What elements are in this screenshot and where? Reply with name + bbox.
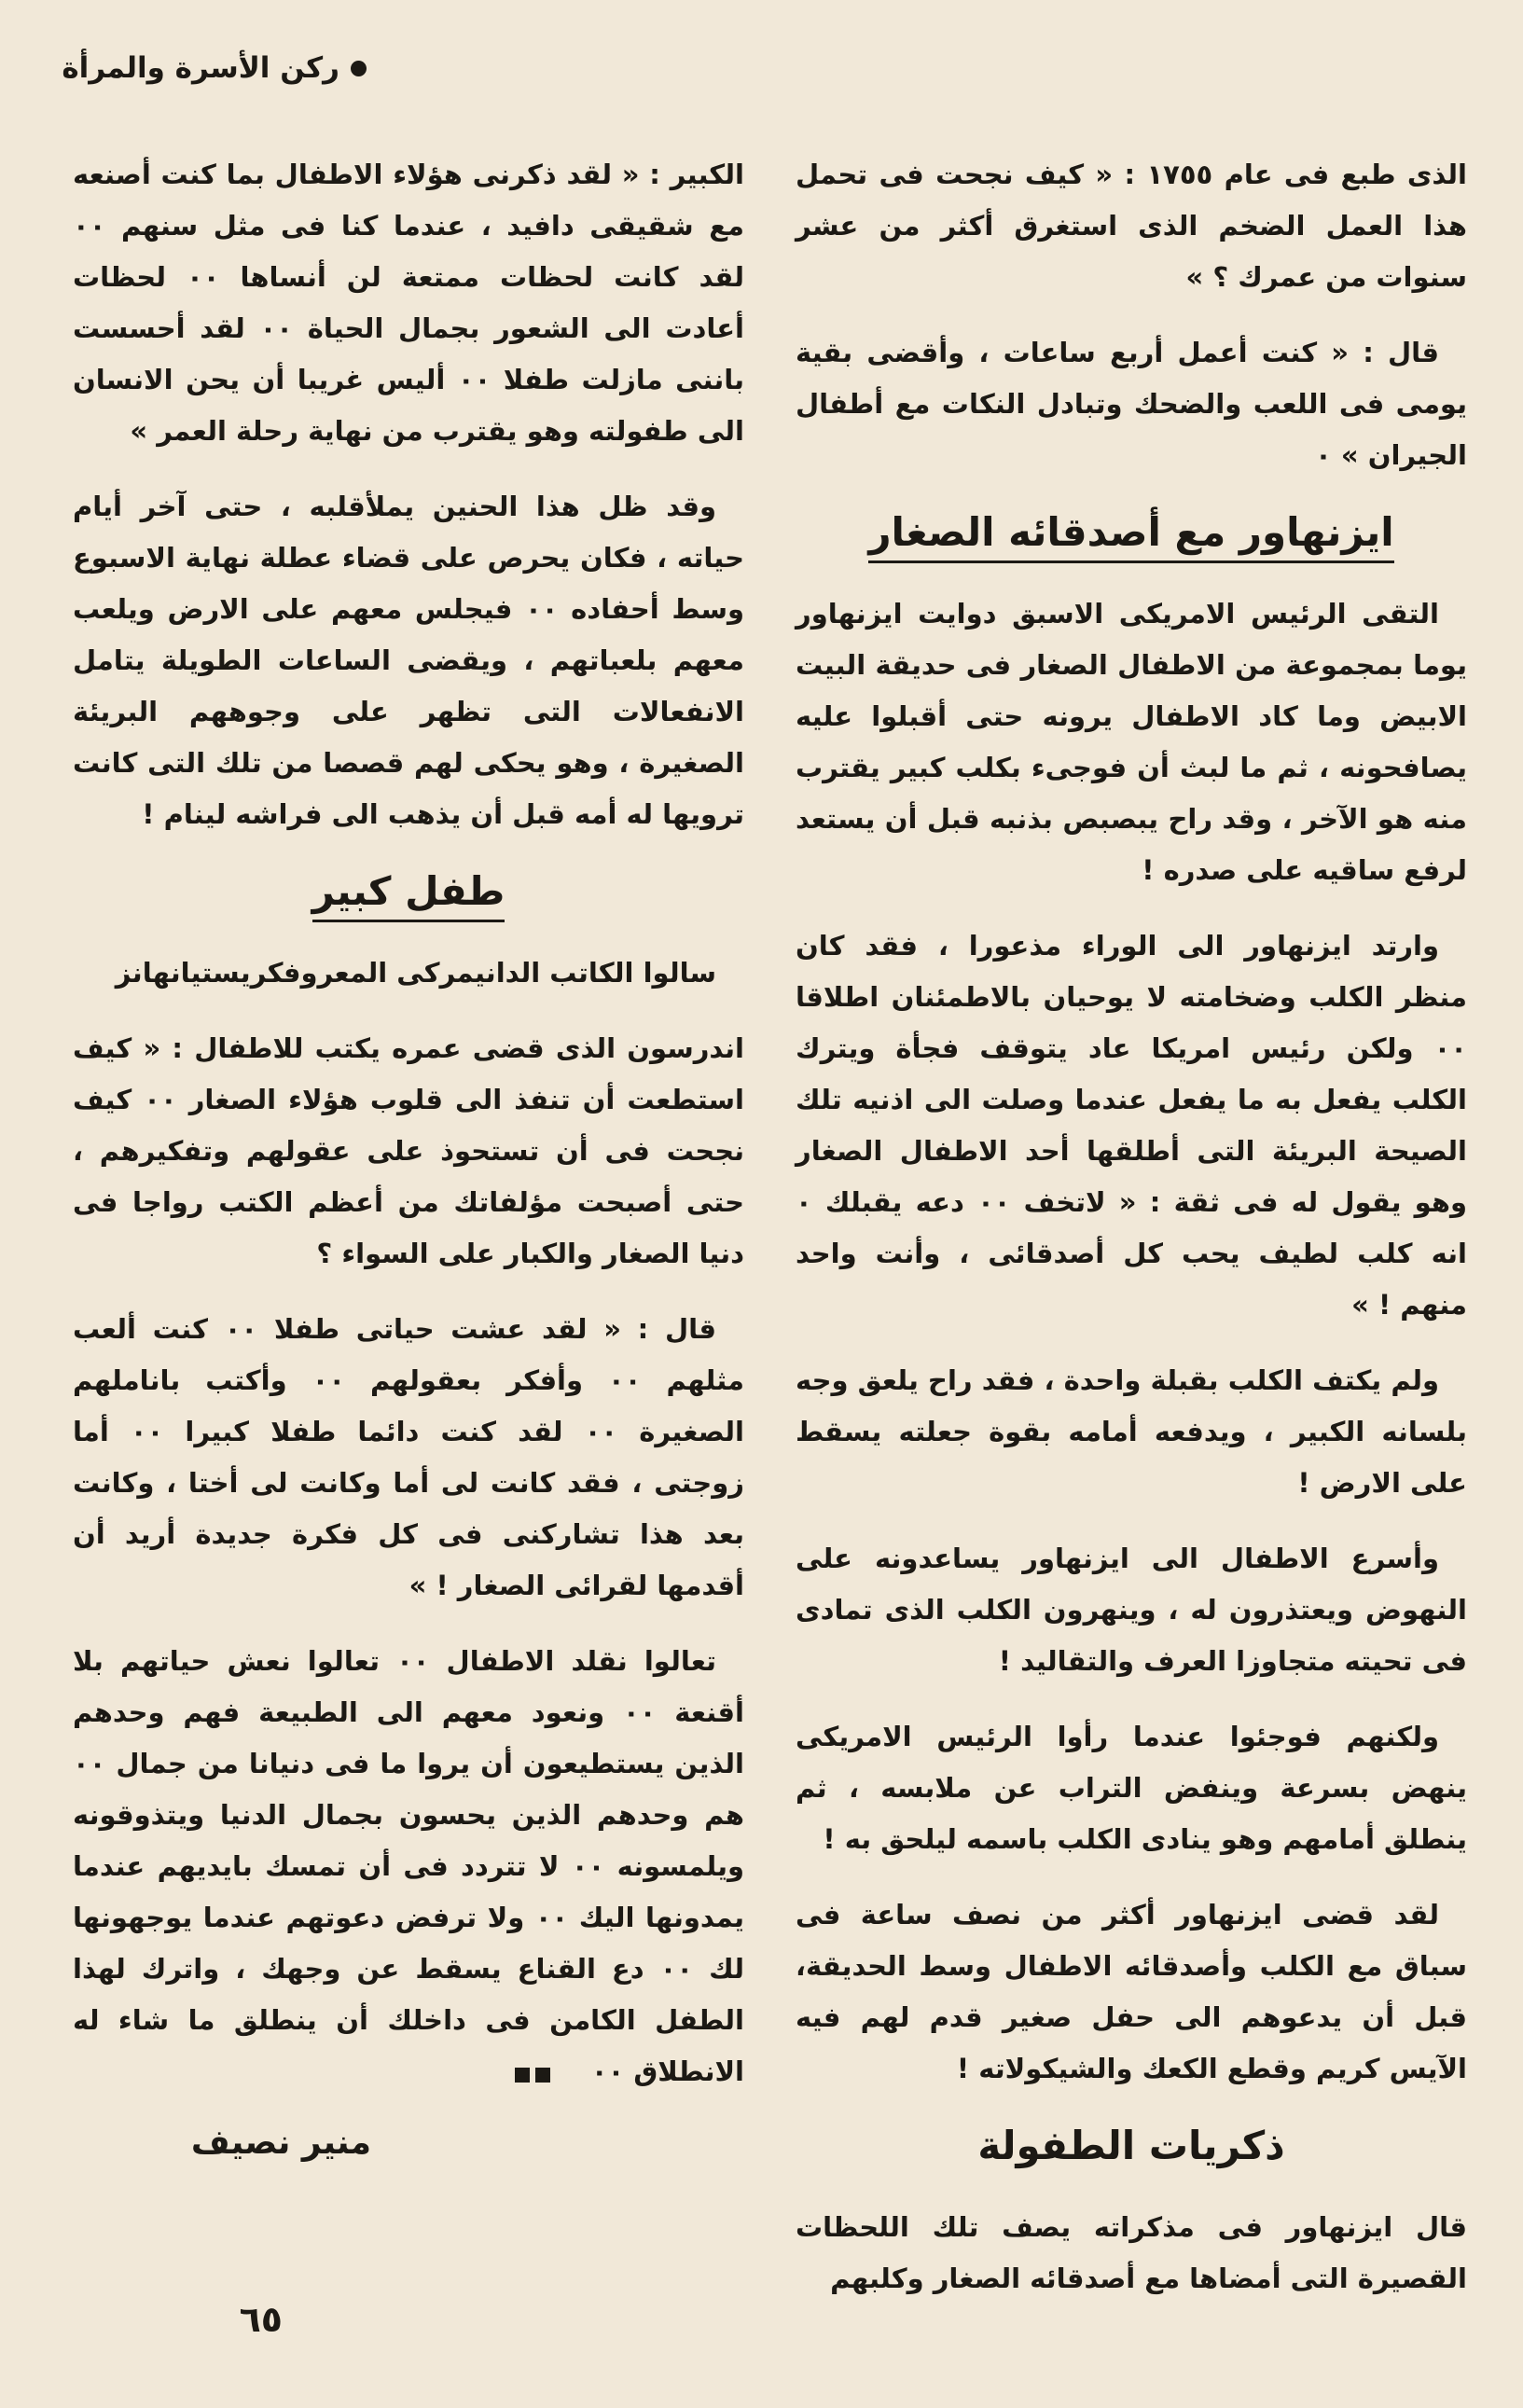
heading-text: طفل كبير [312,868,505,922]
paragraph: سالوا الكاتب الدانيمركى المعروفكريستيانهانز [115,957,716,989]
article-heading [73,868,744,914]
paragraph: الذى طبع فى عام ١٧٥٥ : « كيف نجحت فى تحمل هذا العمل الضخم الذى استغرق أكثر من عشر سنوات من عمرك ؟ » [796,159,1468,293]
heading-text: ايزنهاور مع أصدقائه الصغار [868,509,1393,563]
paragraph: اندرسون الذى قضى عمره يكتب للاطفال : « كيف استطعت أن تنفذ الى قلوب هؤلاء الصغار ٠٠ كيف نجحت فى أن تستحوذ على عقولهم وتفكيرهم ، حتى أصبحت مؤلفاتك من أعظم الكتب رواجا فى دنيا الصغار والكبار على السواء ؟ [73,1032,744,1269]
section-title: ركن الأسرة والمرأة [62,51,339,85]
paragraph: لقد قضى ايزنهاور أكثر من نصف ساعة فى سباق مع الكلب وأصدقائه الاطفال وسط الحديقة، قبل أن يدعوهم الى حفل صغير قدم لهم فيه الآيس كريم وقطع الكعك والشيكولاته ! [796,1899,1467,2084]
paragraph-text: تعالوا نقلد الاطفال ٠٠ تعالوا نعش حياتهم بلا أقنعة ٠٠ ونعود معهم الى الطبيعة فهم وحدهم الذين يستطيعون أن يروا ما فى دنيانا من جمال ٠٠ هم وحدهم الذين يحسون بجمال الدنيا ويتذوقونه ويلمسونه ٠٠ لا تتردد فى أن تمسك بايديهم عندما يمدونها اليك ٠٠ ولا ترفض دعوتهم عندما يوجهونها لك ٠٠ دع القناع يسقط عن وجهك ، واترك لهذا الطفل الكامن فى داخلك أن ينطلق ما شاء له الانطلاق ٠٠ [73,1645,744,2087]
paragraph: ولم يكتف الكلب بقبلة واحدة ، فقد راح يلعق وجه بلسانه الكبير ، ويدفعه أمامه بقوة جعلته يسقط على الارض ! [796,1364,1467,1499]
paragraph: قال ايزنهاور فى مذكراته يصف تلك اللحظات القصيرة التى أمضاها مع أصدقائه الصغار وكلبهم [796,2211,1467,2294]
paragraph: وقد ظل هذا الحنين يملأقلبه ، حتى آخر أيام حياته ، فكان يحرص على قضاء عطلة نهاية الاسبوع وسط أحفاده ٠٠ فيجلس معهم على الارض ويلعب معهم بلعباتهم ، ويقضى الساعات الطويلة يتامل الانفعالات التى تظهر على وجوههم البريئة الصغيرة ، وهو يحكى لهم قصصا من تلك التى كانت ترويها له أمه قبل أن يذهب الى فراشه لينام ! [73,491,744,830]
paragraph: التقى الرئيس الامريكى الاسبق دوايت ايزنهاور يوما بمجموعة من الاطفال الصغار فى حديقة البيت الابيض وما كاد الاطفال يرونه حتى أقبلوا عليه يصافحونه ، ثم ما لبث أن فوجىء بكلب كبير يقترب منه هو الآخر ، وقد راح يبصبص بذنبه قبل أن يستعد لرفع ساقيه على صدره ! [796,598,1467,886]
article-heading [796,509,1467,555]
bullet-dot-icon [351,61,367,76]
right-column [796,149,1467,2329]
article-heading [796,2123,1467,2168]
end-mark-icon [509,2048,578,2099]
page-number: ٦٥ [239,2299,283,2340]
paragraph: قال : « كنت أعمل أربع ساعات ، وأقضى بقية يومى فى اللعب والضحك وتبادل النكات مع أطفال الجيران » ٠ [796,337,1467,471]
left-column [73,149,744,2162]
paragraph: وارتد ايزنهاور الى الوراء مذعورا ، فقد كان منظر الكلب وضخامته لا يوحيان بالاطمئنان اطلاقا ٠٠ ولكن رئيس امريكا عاد يتوقف فجأة ويترك الكلب يفعل به ما يفعل عندما وصلت الى اذنيه تلك الصيحة البريئة التى أطلقها أحد الاطفال الصغار وهو يقول له فى ثقة : « لاتخف ٠٠ دعه يقبلك ٠ انه كلب لطيف يحب كل أصدقائى ، وأنت واحد منهم ! » [796,930,1467,1321]
paragraph: وأسرع الاطفال الى ايزنهاور يساعدونه على النهوض ويعتذرون له ، وينهرون الكلب الذى تمادى فى تحيته متجاوزا العرف والتقاليد ! [796,1543,1467,1677]
paragraph: قال : « لقد عشت حياتى طفلا ٠٠ كنت ألعب مثلهم ٠٠ وأفكر بعقولهم ٠٠ وأكتب باناملهم الصغيرة ٠٠ لقد كنت دائما طفلا كبيرا ٠٠ أما زوجتى ، فقد كانت لى أما وكانت لى أختا ، وكانت بعد هذا تشاركنى فى كل فكرة جديدة أريد أن أقدمها لقرائى الصغار ! » [73,1313,744,1601]
paragraph: الكبير : « لقد ذكرنى هؤلاء الاطفال بما كنت أصنعه مع شقيقى دافيد ، عندما كنا فى مثل سنهم ٠٠ لقد كانت لحظات ممتعة لن أنساها ٠٠ لحظات أعادت الى الشعور بجمال الحياة ٠٠ لقد أحسست باننى مازلت طفلا ٠٠ أليس غريبا أن يحن الانسان الى طفولته وهو يقترب من نهاية رحلة العمر » [73,159,745,447]
paragraph-final [73,1636,744,2099]
paragraph: ولكنهم فوجئوا عندما رأوا الرئيس الامريكى ينهض بسرعة وينفض التراب عن ملابسه ، ثم ينطلق أمامهم وهو ينادى الكلب باسمه ليلحق به ! [796,1721,1467,1855]
heading-text: ذكريات الطفولة [977,2123,1285,2168]
author-signature: منير نصيف [190,2123,371,2162]
section-header [31,51,367,85]
